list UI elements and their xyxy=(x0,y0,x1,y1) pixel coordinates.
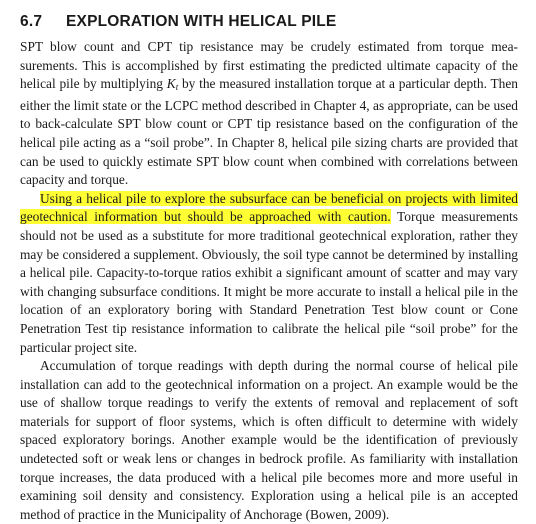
document-page xyxy=(20,12,518,524)
paragraph-1-text-a: SPT blow count and CPT tip resistance may be crudely estimated from torque measurements. This is accomplished by first estimating the predicted ultimate capacity of the helical pile by multiplying xyxy=(20,39,518,92)
section-heading xyxy=(20,12,518,32)
paragraph-1 xyxy=(20,38,518,190)
paragraph-2 xyxy=(20,190,518,357)
paragraph-1-text-b: by the measured installation torque at a particular depth. Then either the limit state or the LCPC method described in Chapter 4, as appropriate, can be used to back-calculate SPT blow count or CPT tip resistance based on the configuration of the helical pile acting as a “soil probe”. In Chapter 8, helical pile sizing charts are provided that can be used to quickly estimate SPT blow count when combined with correlations between capacity and torque. xyxy=(20,76,518,188)
paragraph-2-text: Torque measurements should not be used as a substitute for more traditional geotechnical exploration, rather they may be considered a supplement. Obviously, the soil type cannot be determined by installing a helical pile. Capacity-to-torque ratios exhibit a significant amount of scatter and may vary with changing subsurface conditions. It might be more accurate to install a helical pile in the location of an exploratory boring with Standard Penetration Test blow count or Cone Penetration Test tip resistance information to calibrate the helical pile “soil probe” for the particular project site. xyxy=(20,209,518,355)
kt-symbol: $K_t$ xyxy=(166,76,179,93)
paragraph-3: Accumulation of torque readings with depth during the normal course of helical pile installation can add to the geotechnical information on a project. An example would be the use of shallow torque readings to verify the extents of removal and replacement of soft materials for support of floor systems, which is often difficult to determine with widely spaced exploratory borings. Another example would be the identification of previously undetected soft or weak lens or changes in bedrock profile. As familiarity with installation torque increases, the data produced with a helical pile becomes more and more useful in examining soil density and consistency. Exploration using a helical pile is an accepted method of practice in the Municipality of Anchorage (Bowen, 2009). xyxy=(20,358,518,522)
highlighted-text: Using a helical pile to explore the subsurface can be beneficial on projects with limited geotechnical information but should be approached with caution. xyxy=(20,190,518,225)
section-number: 6.7 xyxy=(20,13,43,30)
section-title: EXPLORATION WITH HELICAL PILE xyxy=(66,13,337,30)
kt-subscript: t xyxy=(175,82,179,93)
